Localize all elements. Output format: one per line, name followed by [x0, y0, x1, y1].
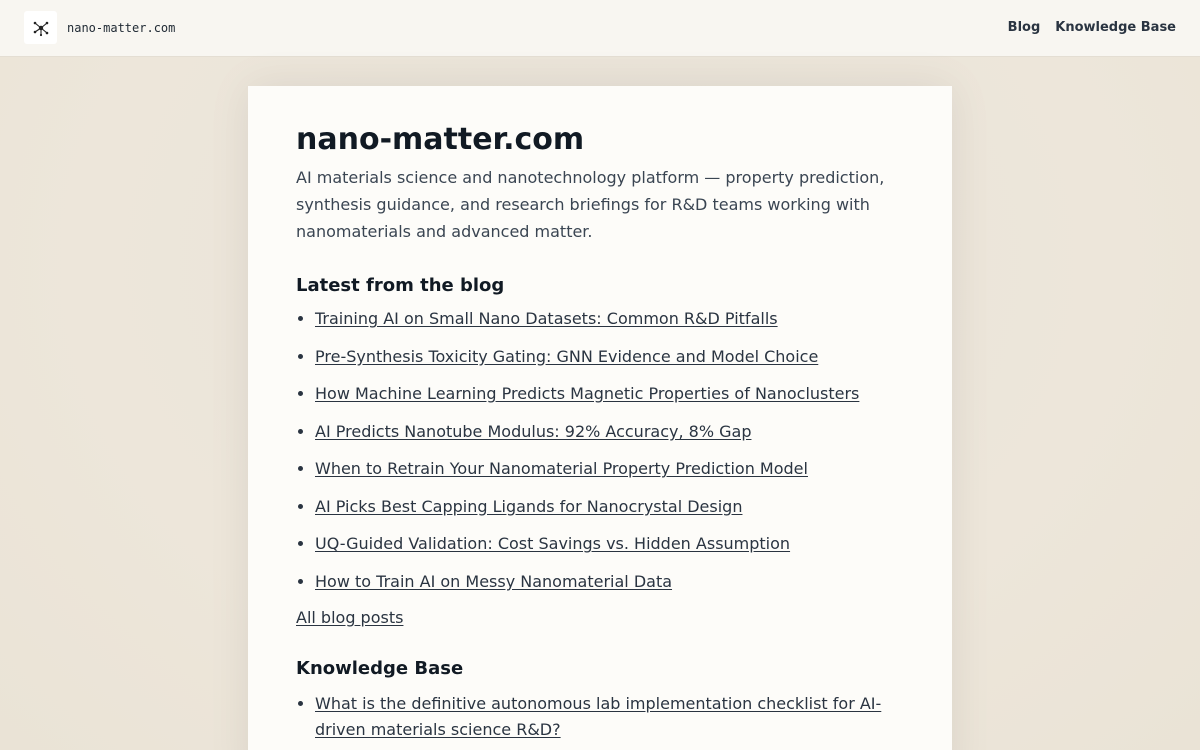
blog-post-link[interactable]: AI Predicts Nanotube Modulus: 92% Accuracy, 8% Gap: [315, 421, 752, 441]
brand-link[interactable]: [24, 11, 175, 44]
nav-blog-link[interactable]: Blog: [1007, 20, 1041, 35]
page-title: nano-matter.com: [296, 122, 585, 157]
list-item: [315, 458, 904, 480]
blog-post-link[interactable]: UQ-Guided Validation: Cost Savings vs. Hidden Assumption: [315, 534, 791, 553]
top-bar: [0, 0, 1200, 57]
blog-post-link[interactable]: Pre-Synthesis Toxicity Gating: GNN Evidence and Model Choice: [315, 346, 819, 366]
list-item: [315, 421, 904, 443]
site-description: AI materials science and nanotechnology platform — property prediction, synthesis guidance, and research briefings for R&D teams working with nanomaterials and advanced matter.: [296, 168, 885, 241]
knowledge-base-link[interactable]: What is the definitive autonomous lab implementation checklist for AI-driven materials science R&D?: [315, 694, 882, 739]
brand-name: nano-matter.com: [67, 20, 176, 35]
knowledge-base-list: [296, 691, 904, 743]
nav-knowledge-base-link[interactable]: Knowledge Base: [1055, 20, 1176, 35]
content-card: [248, 86, 952, 750]
nanoparticle-network-icon: [24, 11, 57, 44]
blog-post-link[interactable]: How to Train AI on Messy Nanomaterial Data: [315, 571, 673, 591]
blog-post-list: [296, 308, 904, 593]
blog-post-link[interactable]: When to Retrain Your Nanomaterial Property Prediction Model: [315, 459, 808, 478]
list-item: [315, 383, 904, 405]
all-blog-posts-link[interactable]: All blog posts: [296, 608, 404, 627]
knowledge-base-heading: Knowledge Base: [296, 658, 464, 679]
list-item: [315, 496, 904, 518]
blog-post-link[interactable]: AI Picks Best Capping Ligands for Nanocrystal Design: [315, 496, 743, 516]
list-item: [315, 346, 904, 368]
main-nav: [1008, 20, 1176, 35]
list-item: [315, 308, 904, 330]
blog-post-link[interactable]: Training AI on Small Nano Datasets: Common R&D Pitfalls: [315, 309, 778, 328]
list-item: [315, 691, 904, 743]
blog-heading: Latest from the blog: [296, 275, 505, 296]
blog-post-link[interactable]: How Machine Learning Predicts Magnetic Properties of Nanoclusters: [315, 384, 860, 403]
list-item: [315, 571, 904, 593]
list-item: [315, 533, 904, 555]
